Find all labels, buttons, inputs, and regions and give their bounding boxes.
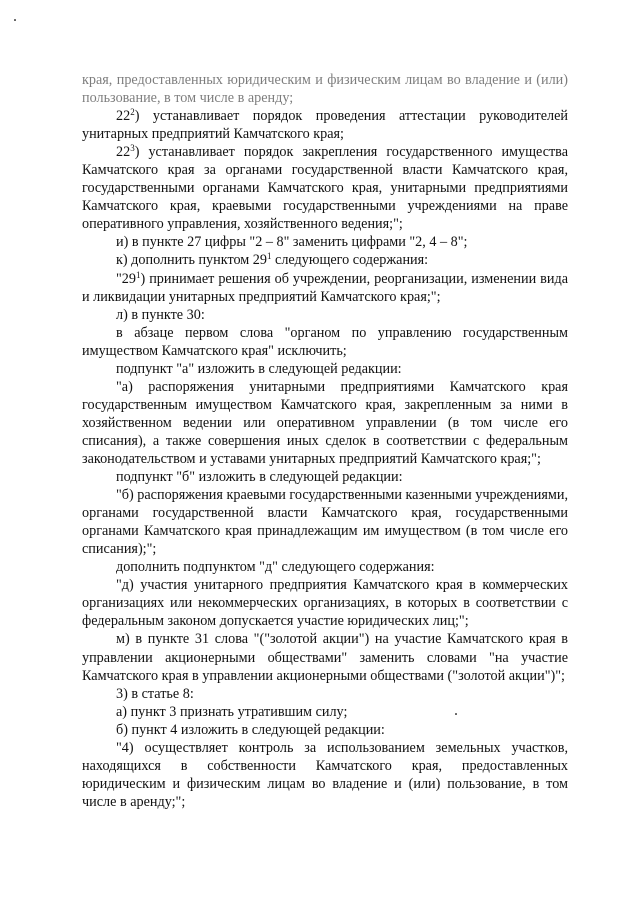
paragraph: [82, 251, 568, 269]
superscript-number: 2: [130, 107, 135, 118]
paragraph: [82, 486, 568, 558]
paragraph: [82, 576, 568, 630]
paragraph: [82, 630, 568, 684]
paragraph-text: "б) распоряжения краевыми государственными казенными учреждениями, органами государственной власти Камчатского края, государственными органами Камчатского края принадлежащим им имуществом (в том числе его списания);";: [82, 487, 568, 558]
paragraph-text: подпункт "а" изложить в следующей редакции:: [116, 360, 402, 377]
paragraph-text: ) устанавливает порядок проведения аттестации руководителей унитарных предприятий Камчатского края;: [82, 108, 568, 143]
paragraph: [82, 721, 568, 739]
paragraph: [82, 685, 568, 703]
paragraph: [82, 360, 568, 378]
paragraph-text: в абзаце первом слова "органом по управлению государственным имуществом Камчатского края" исключить;: [82, 324, 568, 359]
paragraph: [82, 71, 568, 107]
paragraph-text: ) устанавливает порядок закрепления государственного имущества Камчатского края за органами государственной власти Камчатского края, государственными органами Камчатского края, унитарными предприятиями Камчатского края, краевыми государственными учреждениями на праве оперативного управления, хозяйственного ведения;";: [82, 144, 568, 233]
paragraph-text: края, предоставленных юридическим и физическим лицам во владение и (или) пользование, в том числе в аренду;: [82, 72, 568, 107]
paragraph-text: "29: [116, 270, 136, 287]
paragraph-text: 22: [116, 144, 131, 161]
paragraph: [82, 378, 568, 468]
paragraph-text: а) пункт 3 признать утратившим силу;: [116, 703, 348, 720]
paragraph: [82, 143, 568, 233]
document-body: [82, 71, 568, 811]
superscript-number: 3: [130, 143, 135, 154]
superscript-number: 1: [135, 269, 141, 280]
paragraph-text: следующего содержания:: [271, 252, 429, 269]
paragraph-text: л) в пункте 30:: [116, 306, 205, 323]
paragraph-text: б) пункт 4 изложить в следующей редакции:: [116, 721, 385, 738]
paragraph-text: 3) в статье 8:: [116, 685, 194, 702]
paragraph: [82, 306, 568, 324]
paragraph-text: и) в пункте 27 цифры "2 – 8" заменить цифрами "2, 4 – 8";: [116, 234, 468, 251]
scan-speck: [14, 19, 16, 21]
paragraph-text: подпункт "б" изложить в следующей редакции:: [116, 469, 403, 486]
paragraph-text: ) принимает решения об учреждении, реорганизации, изменении вида и ликвидации унитарных предприятий Камчатского края;";: [82, 270, 568, 305]
superscript-number: 1: [267, 251, 272, 262]
paragraph: [82, 468, 568, 486]
paragraph-text: к) дополнить пунктом 29: [116, 252, 267, 269]
paragraph: [82, 233, 568, 251]
paragraph: [82, 107, 568, 143]
paragraph-text: "4) осуществляет контроль за использованием земельных участков, находящихся в собственности Камчатского края, предоставленных юридическим и физическим лицам во владение и (или) пользование, в том числе в аренду;";: [82, 739, 568, 810]
paragraph: [82, 739, 568, 811]
paragraph-text: "а) распоряжения унитарными предприятиями Камчатского края государственным имуществом Камчатского края, закрепленным за ними в хозяйственном ведении или оперативном управлении (в том числе его списания), а также совершения иных сделок в соответствии с федеральным законодательством и уставами унитарных предприятий Камчатского края;";: [82, 378, 568, 467]
paragraph: [82, 270, 568, 306]
paragraph-text: "д) участия унитарного предприятия Камчатского края в коммерческих организациях или некоммерческих организациях, в которых в соответствии с федеральным законом допускается участие юридических лиц;";: [82, 577, 568, 630]
paragraph: [82, 703, 568, 721]
paragraph: [82, 558, 568, 576]
paragraph: [82, 324, 568, 360]
paragraph-text: 22: [116, 108, 131, 125]
paragraph-text: дополнить подпунктом "д" следующего содержания:: [116, 559, 435, 576]
paragraph-text: м) в пункте 31 слова "("золотой акции") на участие Камчатского края в управлении акционерными обществами" заменить словами "на участие Камчатского края в управлении акционерными обществами ("золотой акции")";: [82, 631, 568, 684]
